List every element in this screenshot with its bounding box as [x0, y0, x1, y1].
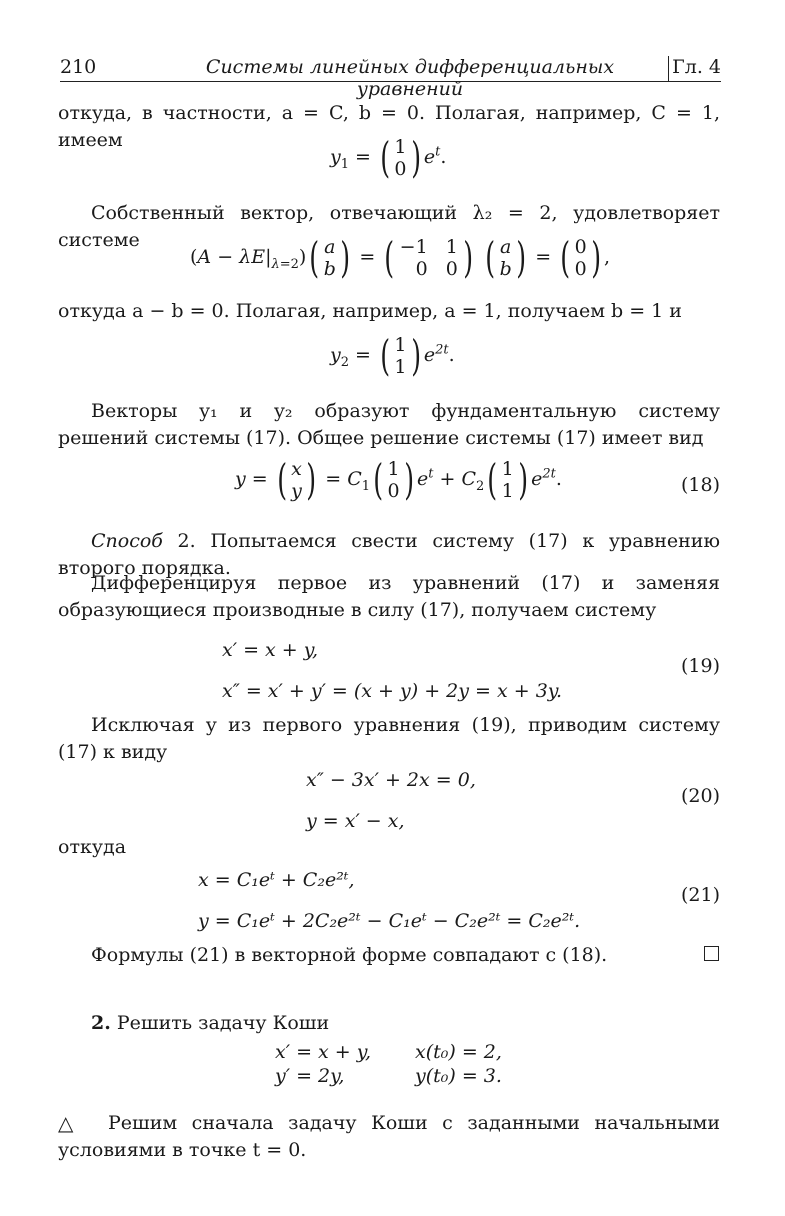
paragraph: Решим сначала задачу Коши с заданными начальными условиями в точке t = 0.: [58, 1112, 720, 1161]
paragraph: Собственный вектор, отвечающий λ₂ = 2, удовлетворяет системе: [58, 202, 720, 251]
equation-general-solution: y = ( x y ) = $C_1$ ( 1 0 ) $e^t + C_2$ ( 1 1 ) $e^{2t}$.: [235, 455, 562, 504]
equation-number: (19): [680, 655, 720, 677]
equation-20: [306, 760, 476, 842]
equation-part: x′ = x + y,: [275, 1041, 371, 1063]
equation-line: [275, 1064, 502, 1088]
paragraph: откуда: [58, 836, 127, 858]
equation-line: y = x′ − x,: [306, 810, 405, 832]
equation-21: [198, 860, 580, 942]
equation-number: (18): [680, 474, 720, 496]
equation-y2: $y_2$ = ( 1 1 ) $e^{2t}$.: [330, 331, 455, 380]
problem-number: 2.: [91, 1012, 111, 1034]
header-rule: [60, 81, 721, 82]
equation-line: x″ − 3x′ + 2x = 0,: [306, 769, 476, 791]
equation-19: [222, 630, 562, 712]
equation-line: x′ = x + y,: [222, 639, 318, 661]
paragraph: Дифференцируя первое из уравнений (17) и заменяя образующиеся производные в силу (17), получаем систему: [58, 572, 720, 621]
paragraph: Векторы y₁ и y₂ образуют фундаментальную систему решений системы (17). Общее решение системы (17) имеет вид: [58, 400, 720, 449]
method-label: Способ: [91, 530, 163, 552]
chapter-label: Гл. 4: [672, 56, 721, 78]
equation-system-matrix: $(A - \lambda E|_{\lambda=2})$ ( a b ) = ( −1 1 0 0 ) ( a b ) = ( 0 0 ) ,: [190, 233, 611, 282]
equation-part: y(t₀) = 3.: [415, 1065, 502, 1087]
equation-line: y = C₁eᵗ + 2C₂e²ᵗ − C₁eᵗ − C₂e²ᵗ = C₂e²ᵗ.: [198, 910, 581, 932]
running-header: [60, 56, 721, 100]
equation-number: (21): [680, 884, 720, 906]
triangle-icon: △: [58, 1111, 74, 1135]
equation-line: x = C₁eᵗ + C₂e²ᵗ,: [198, 869, 355, 891]
page-number: 210: [60, 56, 97, 78]
paragraph: откуда, в частности, a = C, b = 0. Полагая, например, C = 1, имеем: [58, 102, 720, 151]
equation-number: (20): [680, 785, 720, 807]
equation-line: x″ = x′ + y′ = (x + y) + 2y = x + 3y.: [222, 680, 563, 702]
qed-square-icon: [704, 946, 719, 961]
method-text: 2. Попытаемся свести систему (17) к уравнению второго порядка.: [58, 530, 720, 579]
equation-part: y′ = 2y,: [275, 1065, 345, 1087]
paragraph: Формулы (21) в векторной форме совпадают с (18).: [91, 944, 608, 966]
equation-y1: $y_1$ = ( 1 0 ) $e^t$.: [330, 133, 447, 182]
header-divider: [668, 56, 669, 81]
running-title: Системы линейных дифференциальных уравнений: [205, 56, 615, 100]
paragraph: Исключая y из первого уравнения (19), приводим систему (17) к виду: [58, 714, 720, 763]
problem-text: Решить задачу Коши: [116, 1012, 330, 1034]
equation-line: [275, 1040, 502, 1064]
problem-statement: [58, 1010, 720, 1037]
paragraph: откуда a − b = 0. Полагая, например, a = 1, получаем b = 1 и: [58, 300, 682, 322]
cauchy-system: [275, 1040, 502, 1088]
equation-part: x(t₀) = 2,: [415, 1041, 502, 1063]
